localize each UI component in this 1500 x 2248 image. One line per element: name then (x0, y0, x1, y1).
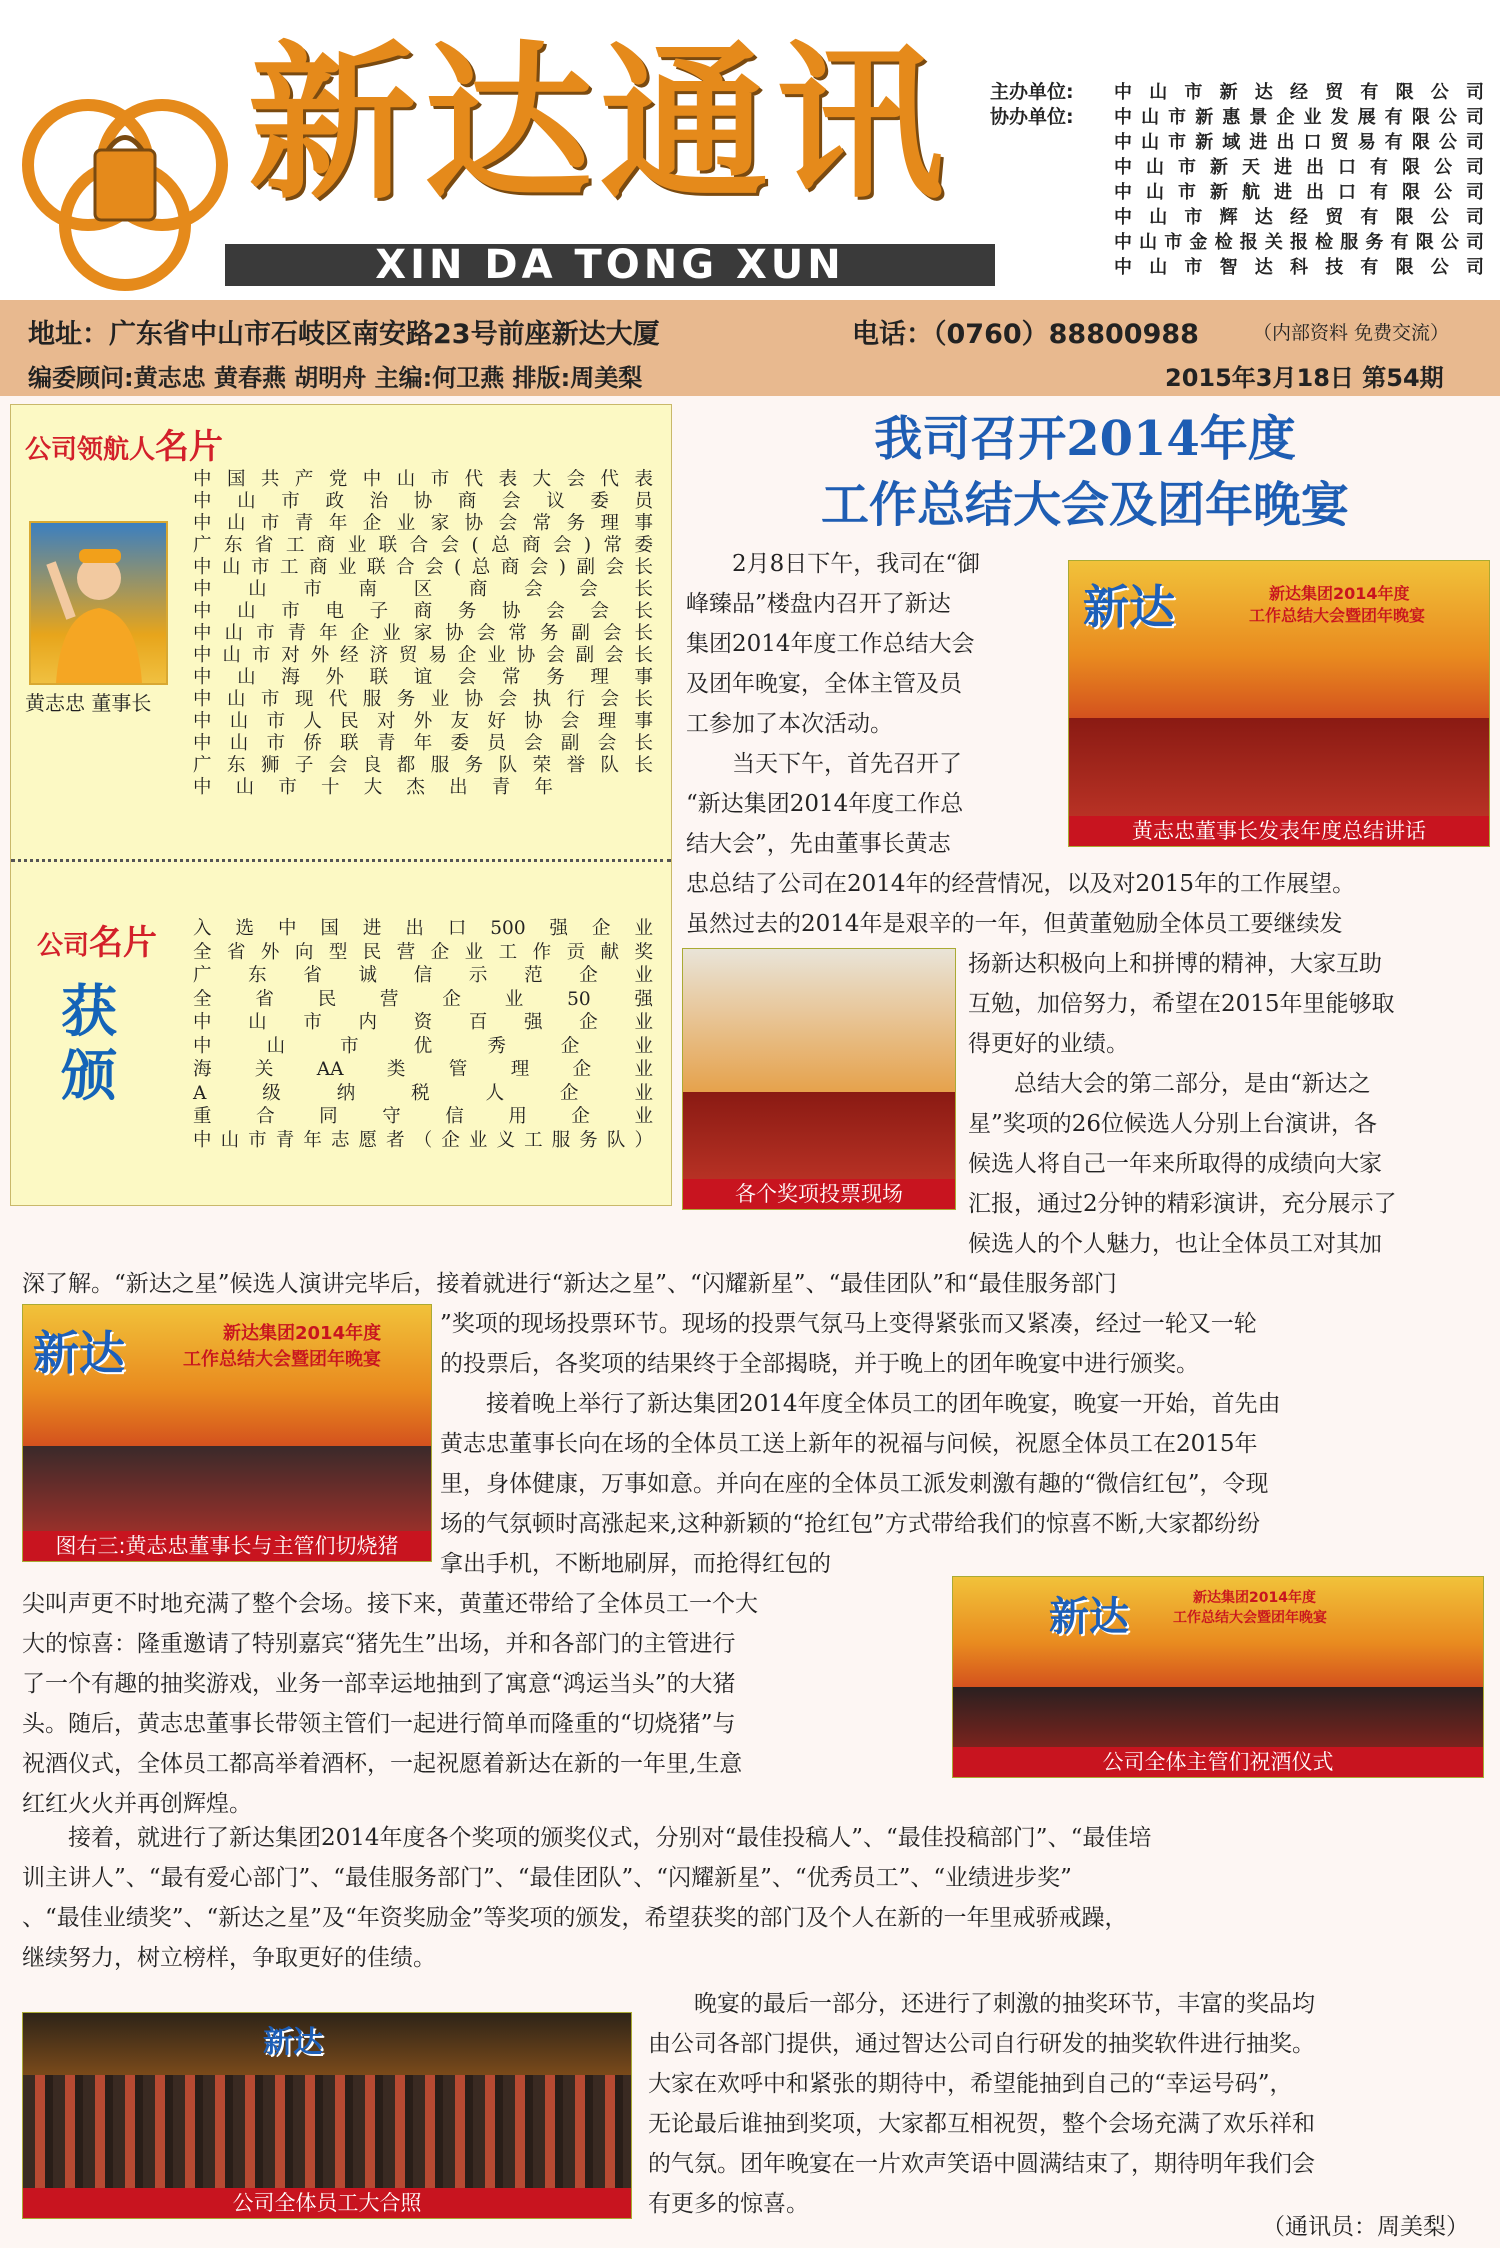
text-line: 拿出手机，不断地刷屏，而抢得红包的 (440, 1551, 831, 1577)
info-bar (0, 300, 1500, 396)
banner-line: 新达集团2014年度 (223, 1323, 382, 1344)
leader-title: 中山市电子商务协会会长 (193, 601, 653, 622)
masthead (0, 0, 1500, 300)
company-award: 广东省诚信示范企业 (193, 965, 653, 986)
text-line: 候选人的个人魅力，也让全体员工对其加 (968, 1231, 1382, 1257)
text-line: 总结大会的第二部分，是由“新达之 (1014, 1071, 1371, 1097)
text-line: 峰臻品”楼盘内召开了新达 (686, 591, 951, 617)
leader-title: 广东省工商业联合会(总商会)常委 (193, 535, 653, 556)
co-organizer: 中山市智达科技有限公司 (1114, 257, 1484, 278)
leader-title: 中山市政治协商会议委员 (193, 491, 653, 512)
text-line: 汇报，通过2分钟的精彩演讲，充分展示了 (968, 1191, 1397, 1217)
text-line: 由公司各部门提供，通过智达公司自行研发的抽奖软件进行抽奖。 (648, 2031, 1315, 2057)
leader-title: 中山市人民对外友好协会理事 (193, 711, 653, 732)
article-paragraph (440, 1304, 1490, 1584)
photo-caption: 公司全体员工大合照 (23, 2188, 631, 2218)
leader-title: 中山市青年企业家协会常务理事 (193, 513, 653, 534)
article-paragraph (22, 1264, 1492, 1304)
leader-title: 中山市青年企业家协会常务副会长 (193, 623, 653, 644)
company-award: 入选中国进出口500强企业 (193, 918, 653, 939)
text-line: 深了解。“新达之星”候选人演讲完毕后，接着就进行“新达之星”、“闪耀新星”、“最佳团队”和“最佳服务部门 (22, 1271, 1117, 1297)
banner-logo: 新达 (263, 2025, 323, 2060)
article-title-line: 我司召开2014年度 (874, 411, 1296, 467)
co-organizer: 中山市金检报关报检服务有限公司 (1114, 232, 1484, 253)
host-label: 主办单位: (990, 81, 1074, 103)
co-organizer: 中山市新域进出口贸易有限公司 (1114, 132, 1484, 153)
co-organizer: 中山市新天进出口有限公司 (1114, 157, 1484, 178)
leader-photo (29, 521, 168, 685)
banner-line: 新达集团2014年度 (1193, 1590, 1316, 1606)
text-line: 结大会”，先由董事长黄志 (686, 831, 951, 857)
leader-title: 中山市十大杰出青年 (193, 777, 553, 798)
text-line: 有更多的惊喜。 (648, 2191, 809, 2217)
company-award: 海关AA类管理企业 (193, 1059, 653, 1080)
reporter-credit: （通讯员：周美梨） (1262, 2214, 1469, 2240)
leader-heading-big: 名片 (155, 427, 224, 467)
banner-line: 工作总结大会暨团年晚宴 (183, 1349, 381, 1370)
leader-caption: 黄志忠 董事长 (25, 691, 152, 715)
company-award: 全省外向型民营企业工作贡献奖 (193, 941, 653, 963)
text-line: 祝酒仪式，全体员工都高举着酒杯，一起祝愿着新达在新的一年里,生意 (22, 1751, 743, 1777)
photo-chairman-speech (1068, 560, 1490, 847)
text-line: “新达集团2014年度工作总 (686, 791, 964, 817)
leader-title: 中山海外联谊会常务理事 (193, 667, 653, 688)
text-line: 了一个有趣的抽奖游戏，业务一部幸运地抽到了寓意“鸿运当头”的大猪 (22, 1671, 736, 1697)
photo-group (22, 2012, 632, 2219)
phone: 电话：（0760）88800988 (852, 319, 1199, 350)
company-heading (37, 915, 157, 964)
text-line: 的投票后，各奖项的结果终于全部揭晓，并于晚上的团年晚宴中进行颁奖。 (440, 1351, 1199, 1377)
banner-line: 工作总结大会暨团年晚宴 (1173, 1610, 1327, 1626)
text-line: 黄志忠董事长向在场的全体员工送上新年的祝福与问候，祝愿全体员工在2015年 (440, 1431, 1258, 1457)
company-award: A级纳税人企业 (193, 1082, 653, 1104)
article-title-line: 工作总结大会及团年晚宴 (820, 477, 1349, 533)
person-icon (31, 523, 166, 683)
text-line: 当天下午，首先召开了 (732, 751, 962, 777)
text-line: 晚宴的最后一部分，还进行了刺激的抽奖环节，丰富的奖品均 (694, 1991, 1315, 2017)
article-paragraph (686, 864, 1486, 944)
photo-toast-ceremony (952, 1576, 1484, 1778)
business-card-panel (10, 404, 672, 1206)
article-paragraph (22, 1818, 1492, 1978)
text-line: 大的惊喜：隆重邀请了特别嘉宾“猪先生”出场，并和各部门的主管进行 (22, 1631, 736, 1657)
text-line: 忠总结了公司在2014年的经营情况，以及对2015年的工作展望。 (686, 871, 1356, 897)
address: 地址：广东省中山市石岐区南安路23号前座新达大厦 (28, 319, 660, 350)
company-award: 中山市青年志愿者（企业义工服务队） (193, 1129, 653, 1151)
text-line: 及团年晚宴，全体主管及员 (686, 671, 962, 697)
internal-note: （内部资料 免费交流） (1253, 322, 1450, 344)
company-heading-small: 公司 (37, 931, 90, 961)
photo-roast-pig-cutting (22, 1304, 432, 1562)
text-line: 接着，就进行了新达集团2014年度各个奖项的颁奖仪式，分别对“最佳投稿人”、“最佳投稿部门”、“最佳培 (68, 1825, 1152, 1851)
photo-caption: 公司全体主管们祝酒仪式 (953, 1747, 1483, 1777)
text-line: 红红火火并再创辉煌。 (22, 1791, 252, 1817)
article-paragraph (648, 1984, 1488, 2224)
company-award: 中山市优秀企业 (193, 1035, 653, 1057)
article-paragraph (22, 1584, 942, 1824)
leader-title: 中国共产党中山市代表大会代表 (193, 469, 653, 490)
text-line: 虽然过去的2014年是艰辛的一年，但黄董勉励全体员工要继续发 (686, 911, 1343, 937)
leader-title: 中山市对外经济贸易企业协会副会长 (193, 645, 653, 666)
banner-logo: 新达 (33, 1326, 125, 1380)
banner-line: 工作总结大会暨团年晚宴 (1249, 606, 1426, 625)
text-line: 里，身体健康，万事如意。并向在座的全体员工派发刺激有趣的“微信红包”，令现 (440, 1471, 1269, 1497)
article-paragraph (686, 544, 1056, 864)
company-award: 全省民营企业50强 (193, 988, 653, 1010)
leader-title: 广东狮子会良都服务队荣誉队长 (193, 755, 653, 776)
text-line: 候选人将自己一年来所取得的成绩向大家 (968, 1151, 1382, 1177)
text-line: 接着晚上举行了新达集团2014年度全体员工的团年晚宴，晚宴一开始，首先由 (486, 1391, 1281, 1417)
photo-caption: 黄志忠董事长发表年度总结讲话 (1069, 816, 1489, 846)
co-organizer: 中山市辉达经贸有限公司 (1114, 207, 1484, 228)
co-organizer: 中山市新航进出口有限公司 (1114, 182, 1484, 203)
article-paragraph (968, 944, 1488, 1264)
photo-caption: 图右三:黄志忠董事长与主管们切烧猪 (23, 1531, 431, 1561)
company-heading-big: 名片 (89, 923, 158, 963)
text-line: 继续努力，树立榜样，争取更好的佳绩。 (22, 1945, 436, 1971)
leader-heading (25, 419, 223, 468)
dotted-divider (11, 859, 671, 862)
leader-title: 中山市南区商会会长 (193, 579, 653, 600)
article-title (690, 406, 1480, 538)
xinda-logo-icon (10, 70, 240, 300)
text-line: 工参加了本次活动。 (686, 711, 893, 737)
text-line: 尖叫声更不时地充满了整个会场。接下来，黄董还带给了全体员工一个大 (22, 1591, 758, 1617)
text-line: 大家在欢呼中和紧张的期待中，希望能抽到自己的“幸运号码”， (648, 2071, 1293, 2097)
text-line: 得更好的业绩。 (968, 1031, 1129, 1057)
masthead-pinyin: XIN DA TONG XUN (225, 244, 995, 286)
company-award: 中山市内资百强企业 (193, 1012, 653, 1033)
co-organizer: 中山市新惠景企业发展有限公司 (1114, 107, 1484, 128)
text-line: 、“最佳业绩奖”、“新达之星”及“年资奖励金”等奖项的颁发，希望获奖的部门及个人在新的一年里戒骄戒躁， (22, 1905, 1128, 1931)
leader-title: 中山市侨联青年委员会副会长 (193, 733, 653, 754)
banner-logo: 新达 (1049, 1594, 1129, 1640)
text-line: 扬新达积极向上和拼博的精神，大家互助 (968, 951, 1382, 977)
award-label: 获颁 (61, 980, 117, 1109)
banner-line: 新达集团2014年度 (1269, 584, 1410, 603)
leader-heading-small: 公司领航人 (25, 435, 156, 465)
text-line: 集团2014年度工作总结大会 (686, 631, 975, 657)
text-line: 星”奖项的26位候选人分别上台演讲，各 (968, 1111, 1378, 1137)
editors: 编委顾问:黄志忠 黄春燕 胡明舟 主编:何卫燕 排版:周美梨 (28, 364, 643, 392)
text-line: 互勉，加倍努力，希望在2015年里能够取 (968, 991, 1395, 1017)
host-organizer: 中山市新达经贸有限公司 (1114, 82, 1484, 103)
text-line: 2月8日下午，我司在“御 (732, 551, 981, 577)
text-line: 场的气氛顿时高涨起来,这种新颖的“抢红包”方式带给我们的惊喜不断,大家都纷纷 (440, 1511, 1261, 1537)
company-award: 重合同守信用企业 (193, 1106, 653, 1127)
text-line: 的气氛。团年晚宴在一片欢声笑语中圆满结束了，期待明年我们会 (648, 2151, 1315, 2177)
masthead-title: 新达通讯 (248, 26, 952, 222)
leader-title: 中山市现代服务业协会执行会长 (193, 689, 653, 710)
issue-date: 2015年3月18日 第54期 (1165, 364, 1444, 392)
banner-logo: 新达 (1083, 580, 1175, 634)
leader-title: 中山市工商业联合会(总商会)副会长 (193, 557, 653, 578)
text-line: ”奖项的现场投票环节。现场的投票气氛马上变得紧张而又紧凑，经过一轮又一轮 (440, 1311, 1257, 1337)
photo-voting-scene (682, 948, 956, 1210)
text-line: 训主讲人”、“最有爱心部门”、“最佳服务部门”、“最佳团队”、“闪耀新星”、“优秀员工”、“业绩进步奖” (22, 1865, 1072, 1891)
co-organizer-label: 协办单位: (990, 106, 1074, 128)
text-line: 头。随后，黄志忠董事长带领主管们一起进行简单而隆重的“切烧猪”与 (22, 1711, 736, 1737)
photo-caption: 各个奖项投票现场 (683, 1179, 955, 1209)
text-line: 无论最后谁抽到奖项，大家都互相祝贺，整个会场充满了欢乐祥和 (648, 2111, 1315, 2137)
